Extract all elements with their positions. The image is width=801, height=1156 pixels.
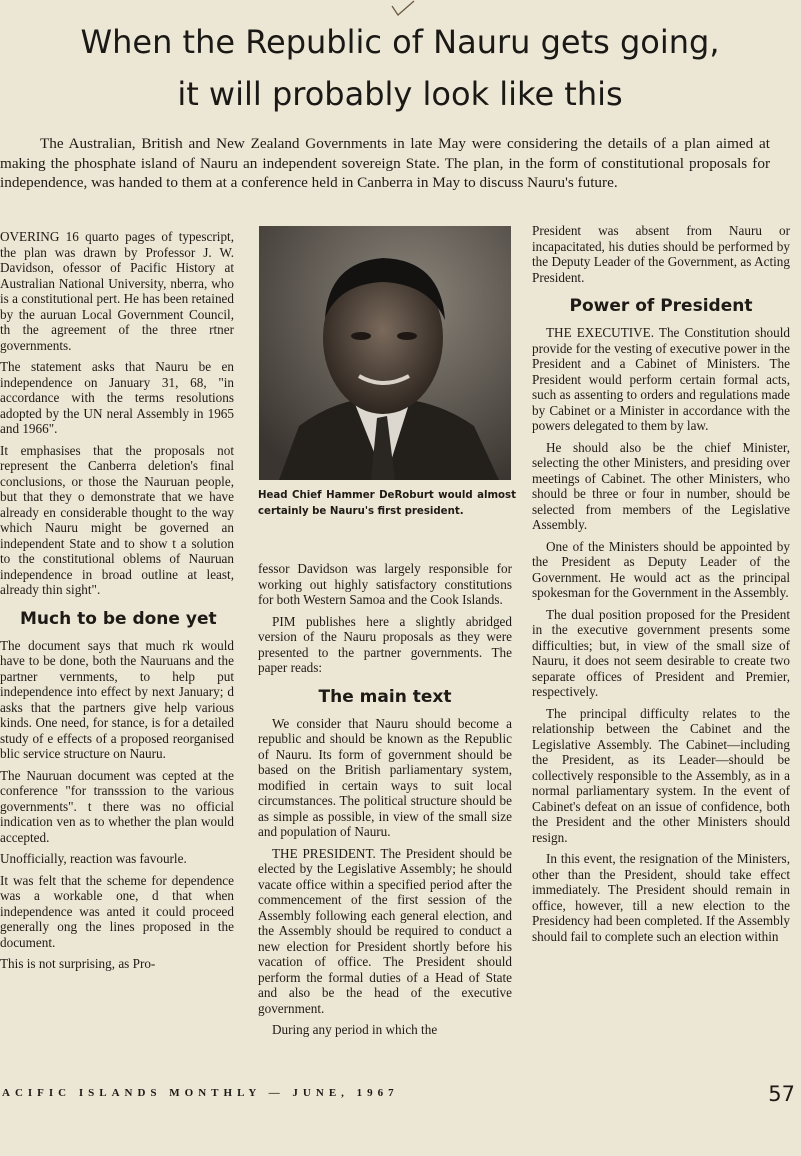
middle-paragraph: THE PRESIDENT. The President should be elected by the Legislative Assembly; he should vacate office within a specified period after the commencement of the first session of the Assembly following each general election, and the Assembly should be required to conduct a new election for President shortly before his vacation of office. The President should perform the formal duties of a Head of State and also be the head of the executive government. bbox=[258, 845, 512, 1016]
right-paragraph: The dual position proposed for the President in the executive government presents some difficulties; but, in view of the small size of Nauru, it does not seem desirable to create two separate offices of President and Premier, respectively. bbox=[532, 606, 790, 699]
middle-paragraph: During any period in which the bbox=[272, 1022, 438, 1037]
right-paragraph: One of the Ministers should be appointed by the President as Deputy Leader of the Government. He would act as the principal spokesman for the Government in the Assembly. bbox=[532, 538, 790, 600]
headline-line-1: When the Republic of Nauru gets going, bbox=[80, 23, 720, 61]
section-heading: The main text bbox=[318, 686, 452, 707]
headline-line-2: it will probably look like this bbox=[177, 75, 623, 113]
right-paragraph: In this event, the resignation of the Ministers, other than the President, should take effect immediately. The President should remain in office, however, till a new election to the Presidency had been completed. If the Assembly should fail to complete such an election within bbox=[532, 851, 790, 944]
middle-paragraph: PIM publishes here a slightly abridged version of the Nauru proposals as they were presented to the partner governments. The paper reads: bbox=[258, 613, 512, 675]
headline bbox=[20, 16, 780, 120]
portrait-photo bbox=[259, 226, 511, 480]
middle-paragraph: We consider that Nauru should become a republic and should be known as the Republic of Nauru. Its form of government should be based on the British parliamentary system, modified in certain ways to suit local circumstances. The political structure should be as simple as possible, in view of the small size and population of Nauru. bbox=[258, 715, 512, 839]
left-paragraph: The Nauruan document was cepted at the conference "for transssion to the various governments". t there was no official indication ven as to whether the plan would accepted. bbox=[0, 767, 234, 845]
photo-caption: Head Chief Hammer DeRoburt would almost certainly be Nauru's first president. bbox=[258, 490, 516, 517]
right-column bbox=[532, 223, 790, 950]
magazine-issue: ACIFIC ISLANDS MONTHLY — JUNE, 1967 bbox=[2, 1087, 399, 1099]
right-paragraph: President was absent from Nauru or incapacitated, his duties should be performed by the Deputy Leader of the Government, as Acting President. bbox=[532, 223, 790, 285]
intro-paragraph: The Australian, British and New Zealand Governments in late May were considering the details of a plan aimed at making the phosphate island of Nauru an independent sovereign State. The plan, in the form of constitutional proposals for independence, was handed to them at a conference held in Canberra in May to discuss Nauru's future. bbox=[0, 135, 770, 191]
left-paragraph: It was felt that the scheme for dependence was a workable one, d that when independence was anted it could proceed generally ong the lines proposed in the document. bbox=[0, 872, 234, 950]
right-paragraph: He should also be the chief Minister, selecting the other Ministers, and presiding over meetings of Cabinet. The other Ministers, who should be three or four in number, should be selected from members of the Legislative Assembly. bbox=[532, 439, 790, 532]
middle-column bbox=[258, 561, 512, 1044]
section-heading: Much to be done yet bbox=[20, 608, 217, 629]
section-heading: Power of President bbox=[569, 296, 753, 316]
left-paragraph: Unofficially, reaction was favourle. bbox=[0, 851, 187, 866]
right-paragraph: THE EXECUTIVE. The Constitution should provide for the vesting of executive power in the President and a Cabinet of Ministers. The President would perform certain formal acts, such as assenting to orders and regulations made by Cabinet or a Minister in accordance with the powers delegated to them by law. bbox=[532, 325, 790, 433]
left-paragraph: The document says that much rk would have to be done, both the Nauruans and the partner vernments, to help put independence into effect by next January; d asks that the partners give help various kinds. One need, for stance, is for a detailed study of e effects of a proposed reorganised blic service structure on Nauru. bbox=[0, 637, 234, 761]
left-column bbox=[0, 229, 234, 978]
page-footer bbox=[0, 1080, 801, 1110]
middle-paragraph: fessor Davidson was largely responsible for working out highly satisfactory constitutions for both Western Samoa and the Cook Islands. bbox=[258, 561, 512, 607]
left-paragraph: The statement asks that Nauru be en independence on January 31, 68, "in accordance with the terms resolutions adopted by the UN neral Assembly in 1965 and 1966". bbox=[0, 359, 234, 436]
page-number: 57 bbox=[768, 1082, 795, 1106]
left-paragraph: This is not surprising, as Pro- bbox=[0, 956, 156, 971]
left-paragraph: It emphasises that the proposals not represent the Canberra deletion's final conclusions, or those the Nauruan people, but that they o demonstrate that we have already en considerable thought to the way which Nauru might be governed an independent State and to show t a solution to the constitutional oblems of Nauruan independence in broad outline at least, already thin sight". bbox=[0, 442, 234, 597]
right-paragraph: The principal difficulty relates to the relationship between the Cabinet and the Legislative Assembly. The Cabinet—including the President, as its Leader—should be collectively responsible to the Assembly, as in a normal parliamentary system. In the event of Cabinet's defeat on an issue of confidence, both the President and the other Ministers should resign. bbox=[532, 705, 790, 845]
left-paragraph: OVERING 16 quarto pages of typescript, the plan was drawn by Professor J. W. Davidson, ofessor of Pacific History at Australian National University, nberra, who is a constitutional pert. He has been retained by the auruan Local Government Council, th the agreement of the three rtner governments. bbox=[0, 229, 234, 353]
